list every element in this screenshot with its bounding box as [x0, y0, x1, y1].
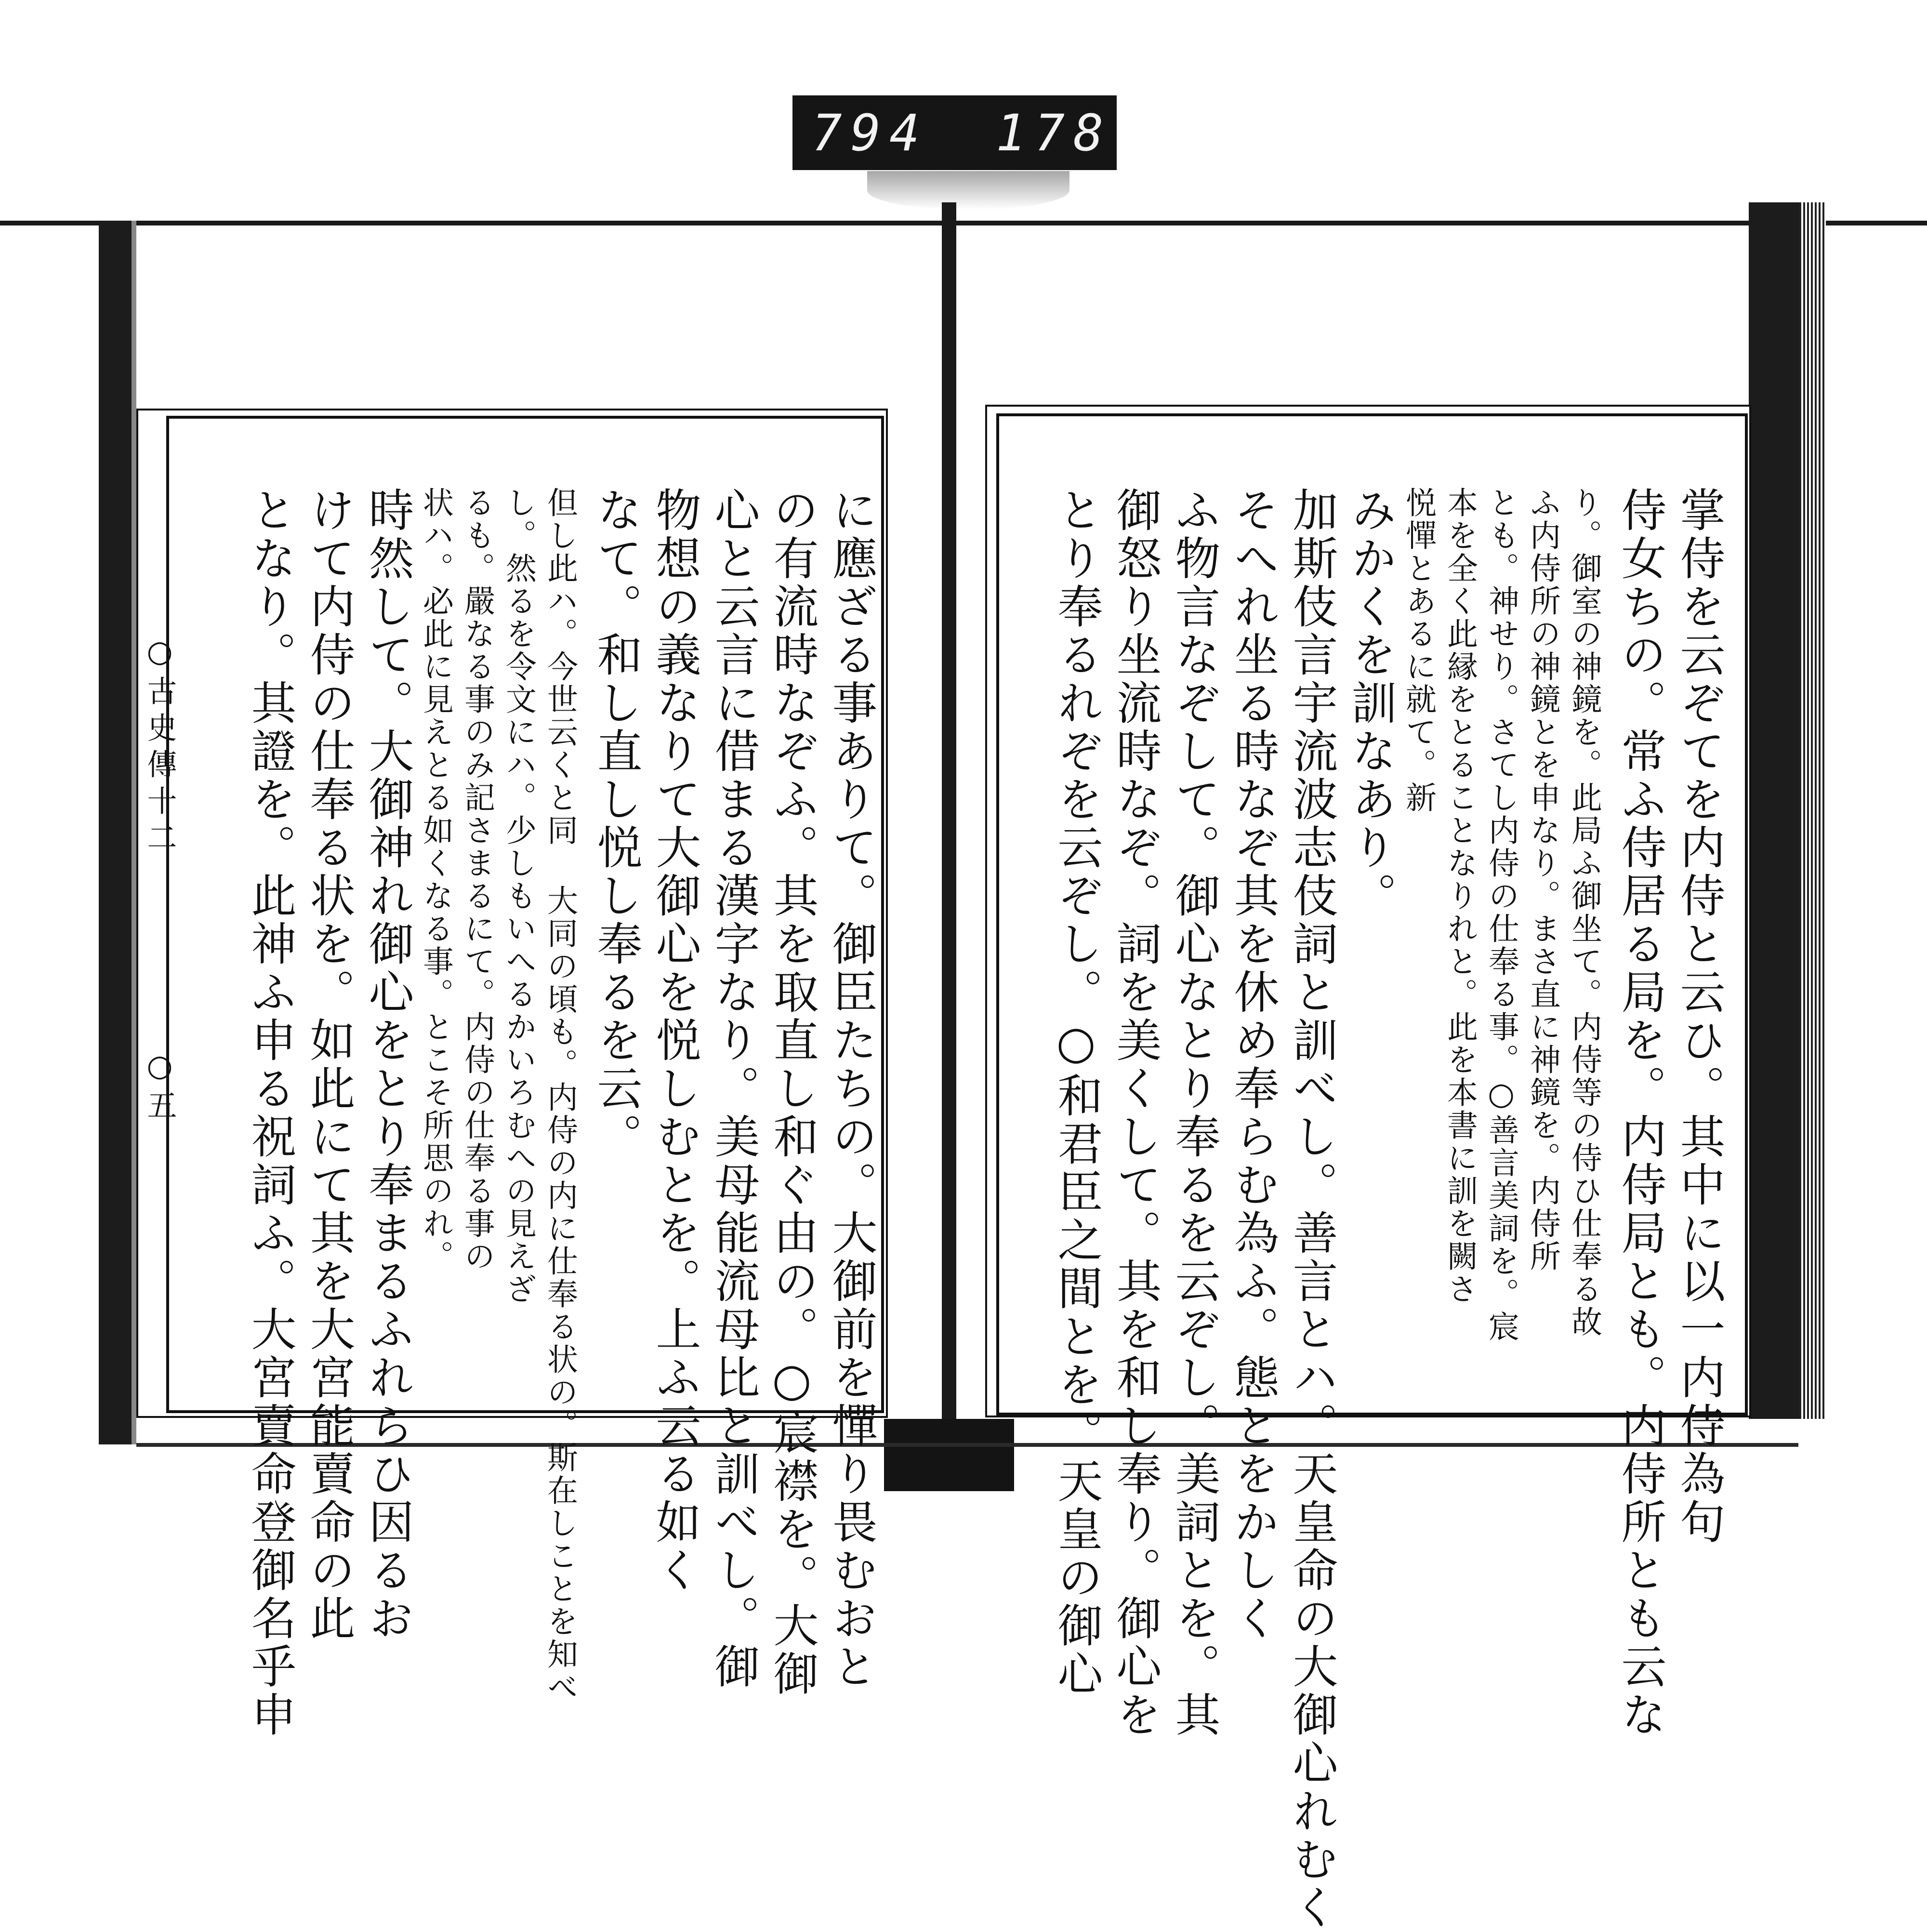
left-column-6: 但し此ハ。今世云くと同 大同の頃も。内侍の内に仕奉る状の。斯在しことを知べ: [542, 487, 578, 1704]
right-column-10: そへれ坐る時なぞ其を休め奉らむ為ふ。態とをかしく: [1226, 487, 1279, 1643]
right-column-9: 加斯伎言宇流波志伎詞と訓べし。善言とハ。天皇命の大御心れむく: [1285, 487, 1337, 1932]
left-column-10: 時然して。大御神れ御心をとり奉まるふれらひ因るお: [361, 487, 413, 1643]
running-head: ○古史傳十二: [142, 634, 177, 859]
film-frame-right-number: 178: [995, 103, 1112, 162]
film-frame-plate: [792, 95, 1117, 170]
right-column-4: ふ内侍所の神鏡とを申なり。まさ直に神鏡を。内侍所: [1525, 487, 1560, 1273]
left-column-9: 状ハ。必此に見えとる如くなる事。とこそ所思のれ。: [418, 487, 453, 1273]
right-column-12: 御怒り坐流時なぞ。詞を美くして。其を和し奉り。御心を: [1109, 487, 1161, 1739]
right-column-5: とも。神せり。さてし内侍の仕奉る事。○善言美詞を。宸: [1483, 487, 1519, 1343]
left-page-edge-inner: [132, 221, 136, 1444]
left-column-7: し。然るを令文にハ。少しもいへるかいろむへの見えざ: [501, 487, 536, 1306]
left-column-4: 物想の義なりて大御心を悦しむとを。上ふ云る如く: [648, 487, 700, 1595]
right-column-11: ふ物言なぞして。御心なとり奉るを云ぞし。美詞とを。其: [1167, 487, 1220, 1739]
book-spine: [942, 202, 956, 1484]
spine-foot: [884, 1419, 1014, 1491]
right-column-13: とり奉るれぞを云ぞし。○和君臣之間とを。天皇の御心: [1050, 487, 1102, 1698]
top-edge-rule: [0, 221, 1927, 225]
right-column-6: 本を全く此縁をとることなりれと。此を本書に訓を闕さ: [1442, 487, 1478, 1306]
right-column-7: 悦憚とあるに就て。新: [1400, 487, 1436, 814]
left-column-3: 心と云言に借まる漢字なり。美母能流母比と訓べし。御: [707, 487, 759, 1691]
left-column-11: けて内侍の仕奉る状を。如此にて其を大宮能賣命の此: [302, 487, 355, 1643]
folio: ○五: [142, 1048, 177, 1126]
right-column-2: 侍女ちの。常ふ侍居る局を。内侍局とも。内侍所とも云な: [1613, 487, 1666, 1739]
right-column-8: みかくを訓なあり。: [1344, 487, 1396, 920]
left-column-1: に應ざる事ありて。御臣たちの。大御前を憚り畏むおと: [824, 487, 877, 1691]
right-page-edge: [1749, 202, 1799, 1419]
left-column-5: なて。和し直し悦し奉るを云。: [589, 487, 642, 1161]
left-column-8: るも。嚴なる事のみ記さまるにて。内侍の仕奉る事の: [459, 487, 495, 1273]
binding-shadow: [867, 171, 1069, 210]
left-page-edge: [99, 221, 132, 1444]
left-column-2: の有流時なぞふ。其を取直し和ぐ由の。○宸襟を。大御: [766, 487, 818, 1698]
right-column-3: り。御室の神鏡を。此局ふ御坐て。内侍等の侍ひ仕奉る故: [1566, 487, 1602, 1338]
right-page-edge-leaves: [1799, 202, 1826, 1419]
film-frame-left-number: 794: [812, 103, 928, 162]
left-column-12: となり。其證を。此神ふ申る祝詞ふ。大宮賣命登御名乎申: [243, 487, 296, 1739]
right-column-1: 掌侍を云ぞてを内侍と云ひ。其中に以一内侍為句: [1672, 487, 1725, 1547]
